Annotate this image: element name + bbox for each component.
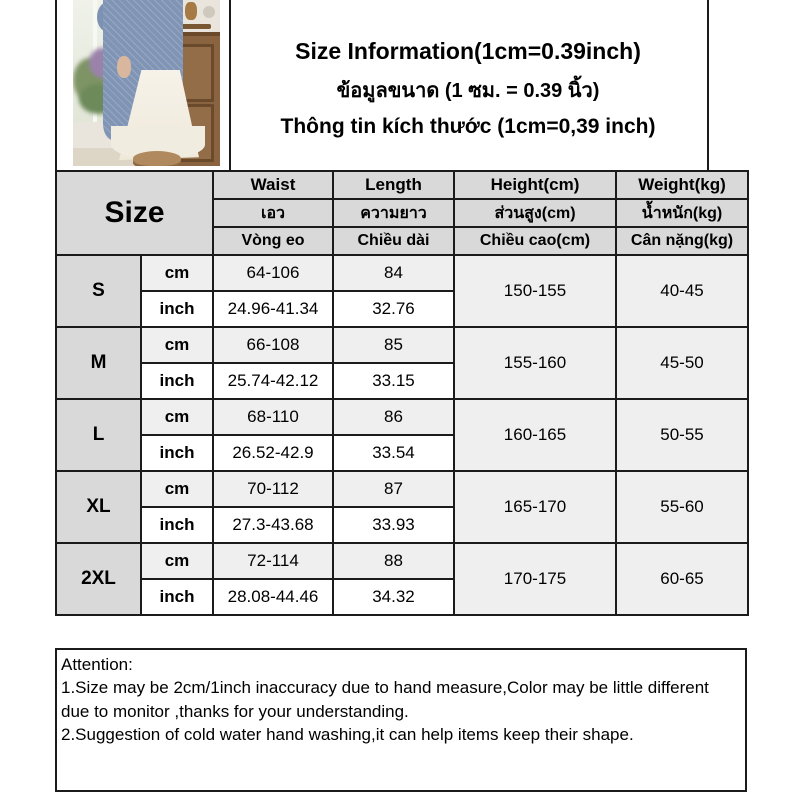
unit-inch: inch [141, 507, 213, 543]
waist-value: 25.74-42.12 [213, 363, 333, 399]
attention-box [55, 648, 747, 792]
col-header-length-vi: Chiều dài [333, 227, 454, 255]
height-value: 160-165 [454, 399, 616, 471]
table-row-l-cm [56, 399, 748, 435]
length-value: 32.76 [333, 291, 454, 327]
length-value: 86 [333, 399, 454, 435]
size-label-s: S [56, 255, 141, 327]
unit-cm: cm [141, 543, 213, 579]
height-value: 155-160 [454, 327, 616, 399]
length-value: 84 [333, 255, 454, 291]
weight-value: 50-55 [616, 399, 748, 471]
col-header-length: Length [333, 171, 454, 199]
photo-wall-utensil [203, 6, 215, 18]
unit-inch: inch [141, 363, 213, 399]
product-photo [73, 0, 220, 166]
waist-value: 64-106 [213, 255, 333, 291]
table-row-s-cm [56, 255, 748, 291]
waist-value: 70-112 [213, 471, 333, 507]
unit-inch: inch [141, 435, 213, 471]
col-header-height-th: ส่วนสูง(cm) [454, 199, 616, 227]
attention-line-2: 2.Suggestion of cold water hand washing,it can help items keep their shape. [61, 725, 634, 745]
title-vietnamese: Thông tin kích thước (1cm=0,39 inch) [280, 114, 656, 138]
weight-value: 45-50 [616, 327, 748, 399]
waist-value: 66-108 [213, 327, 333, 363]
col-header-weight-vi: Cân nặng(kg) [616, 227, 748, 255]
unit-cm: cm [141, 327, 213, 363]
col-header-height: Height(cm) [454, 171, 616, 199]
col-header-length-th: ความยาว [333, 199, 454, 227]
length-value: 33.93 [333, 507, 454, 543]
photo-model-hand [117, 56, 131, 78]
length-value: 33.15 [333, 363, 454, 399]
attention-line-1: 1.Size may be 2cm/1inch inaccuracy due to hand measure,Color may be little different due to monitor ,thanks for your understanding. [61, 678, 714, 721]
waist-value: 72-114 [213, 543, 333, 579]
size-label-xl: XL [56, 471, 141, 543]
weight-value: 55-60 [616, 471, 748, 543]
waist-value: 27.3-43.68 [213, 507, 333, 543]
weight-value: 60-65 [616, 543, 748, 615]
table-row-m-cm [56, 327, 748, 363]
title-block [229, 0, 709, 170]
height-value: 165-170 [454, 471, 616, 543]
product-photo-cell [55, 0, 231, 170]
waist-value: 28.08-44.46 [213, 579, 333, 615]
col-header-weight: Weight(kg) [616, 171, 748, 199]
length-value: 34.32 [333, 579, 454, 615]
height-value: 170-175 [454, 543, 616, 615]
length-value: 85 [333, 327, 454, 363]
weight-value: 40-45 [616, 255, 748, 327]
title-thai: ข้อมูลขนาด (1 ซม. = 0.39 นิ้ว) [336, 79, 600, 102]
waist-value: 26.52-42.9 [213, 435, 333, 471]
photo-wall-utensil [185, 2, 197, 20]
table-row-xl-cm [56, 471, 748, 507]
col-header-height-vi: Chiều cao(cm) [454, 227, 616, 255]
size-table [55, 170, 749, 616]
title-english: Size Information(1cm=0.39inch) [295, 37, 641, 64]
unit-cm: cm [141, 399, 213, 435]
col-header-weight-th: น้ำหนัก(kg) [616, 199, 748, 227]
size-label-2xl: 2XL [56, 543, 141, 615]
length-value: 88 [333, 543, 454, 579]
photo-shoes [133, 151, 181, 166]
waist-value: 24.96-41.34 [213, 291, 333, 327]
waist-value: 68-110 [213, 399, 333, 435]
unit-inch: inch [141, 579, 213, 615]
header-row-en [56, 171, 748, 199]
table-row-2xl-cm [56, 543, 748, 579]
height-value: 150-155 [454, 255, 616, 327]
attention-heading: Attention: [61, 655, 133, 674]
unit-cm: cm [141, 471, 213, 507]
length-value: 87 [333, 471, 454, 507]
col-header-waist: Waist [213, 171, 333, 199]
size-label-m: M [56, 327, 141, 399]
col-header-waist-vi: Vòng eo [213, 227, 333, 255]
unit-inch: inch [141, 291, 213, 327]
col-header-waist-th: เอว [213, 199, 333, 227]
unit-cm: cm [141, 255, 213, 291]
length-value: 33.54 [333, 435, 454, 471]
size-label-l: L [56, 399, 141, 471]
size-header-cell: Size [56, 171, 213, 255]
